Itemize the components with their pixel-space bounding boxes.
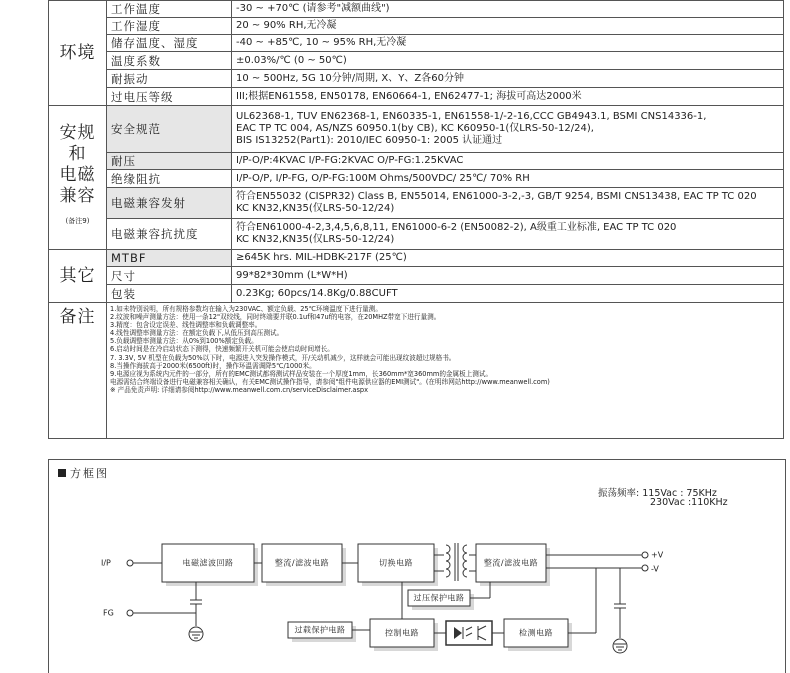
safety-cat-line-3: 电磁 <box>59 165 96 185</box>
env-value-1: -30 ~ +70℃ (请参考"减额曲线") <box>232 1 784 18</box>
others-label-3: 包装 <box>107 285 232 303</box>
ground-icon-1 <box>189 627 203 641</box>
safety-cat-line-2: 和 <box>68 144 87 164</box>
others-label-2: 尺寸 <box>107 267 232 285</box>
fg-terminal <box>127 610 133 616</box>
safety-value-5-line-2: KC KN32,KN35(仅LRS-50-12/24) <box>236 234 395 245</box>
freq-115: 115Vac : 75KHz <box>642 488 717 499</box>
note-2: 2.纹波和噪声测量方法：使用一条12"双绞线，同时终端要并联0.1uf和47uf的电容，在20MHZ带宽下进行量测。 <box>110 313 441 322</box>
others-label-1: MTBF <box>107 250 232 267</box>
env-label-4: 温度系数 <box>107 52 232 70</box>
safety-value-1-line-1: UL62368-1, TUV EN62368-1, EN60335-1, EN61558-1/-2-16,CCC GB4943.1, BSMI CNS14336-1, <box>236 111 707 122</box>
safety-label-5: 电磁兼容抗扰度 <box>107 219 232 250</box>
env-value-5: 10 ~ 500Hz, 5G 10分钟/周期, X、Y、Z各60分钟 <box>232 70 784 88</box>
rectifier-label-2: 整流/滤波电路 <box>483 558 539 568</box>
detect-label: 检测电路 <box>519 628 553 638</box>
env-label-6: 过电压等级 <box>107 88 232 106</box>
env-label-2: 工作湿度 <box>107 18 232 35</box>
note-3: 3.精度：包含设定误差、线性调整率和负载调整率。 <box>110 321 262 330</box>
others-value-2: 99*82*30mm (L*W*H) <box>232 267 784 285</box>
safety-label-4: 电磁兼容发射 <box>107 188 232 219</box>
freq-label-line: 振荡频率: 115Vac : 75KHz <box>598 488 717 499</box>
others-value-1: ≥645K hrs. MIL-HDBK-217F (25℃) <box>232 250 784 267</box>
note-1: 1.如未特别说明，所有规格参数均在输入为230VAC、额定负载、25℃环境温度下进行量测。 <box>110 305 382 313</box>
env-value-3: -40 ~ +85℃, 10 ~ 95% RH,无冷凝 <box>232 35 784 52</box>
safety-value-5-line-1: 符合EN61000-4-2,3,4,5,6,8,11, EN61000-6-2 (EN50082-2), A级重工业标准, EAC TP TC 020 <box>236 222 677 233</box>
freq-230: 230Vac :110KHz <box>650 497 728 508</box>
env-value-2: 20 ~ 90% RH,无冷凝 <box>232 18 784 35</box>
category-others: 其它 <box>49 250 107 303</box>
note-6: 6.启动时间是在冷启动状态下测得，快速频繁开关机可能会使启动时间增长。 <box>110 345 334 354</box>
env-label-5: 耐振动 <box>107 70 232 88</box>
safety-value-1-line-2: EAC TP TC 004, AS/NZS 60950.1(by CB), KC K60950-1(仅LRS-50-12/24), <box>236 123 594 134</box>
vplus-terminal <box>642 552 648 558</box>
ground-icon-2 <box>613 639 627 653</box>
safety-note-ref: (备注9) <box>65 217 90 225</box>
vplus-label: +V <box>651 550 664 560</box>
env-label-1: 工作温度 <box>107 1 232 18</box>
transformer-icon <box>434 543 476 581</box>
ovp-label: 过压保护电路 <box>413 593 465 603</box>
category-notes: 备注 <box>49 303 107 439</box>
switch-label: 切换电路 <box>379 558 413 568</box>
vminus-terminal <box>642 565 648 571</box>
fg-label: FG <box>103 608 114 618</box>
safety-value-4-line-1: 符合EN55032 (CISPR32) Class B, EN55014, EN61000-3-2,-3, GB/T 9254, BSMI CNS13438, EAC TP TC 020 <box>236 191 757 202</box>
safety-value-1-line-3: BIS IS13252(Part1): 2010/IEC 60950-1: 2005 认证通过 <box>236 135 503 146</box>
safety-label-2: 耐压 <box>107 153 232 170</box>
safety-value-4-line-2: KC KN32,KN35(仅LRS-50-12/24) <box>236 203 395 214</box>
rectifier-label-1: 整流/滤波电路 <box>274 558 330 568</box>
optocoupler-icon <box>446 621 492 645</box>
category-environment: 环境 <box>49 1 107 106</box>
note-9b: 电源需结合终端设备进行电磁兼容相关确认，有关EMC测试操作指导，请参阅"组件电源供应器的EMI测试"。(在明纬网站http://www.meanwell.com) <box>110 377 550 386</box>
safety-value-2: I/P-O/P:4KVAC I/P-FG:2KVAC O/P-FG:1.25KVAC <box>232 153 784 170</box>
note-5: 5.负载调整率测量方法：从0%到100%额定负载。 <box>110 337 258 346</box>
ip-terminal <box>127 560 133 566</box>
safety-cat-line-4: 兼容 <box>59 186 96 206</box>
vminus-label: -V <box>651 564 659 574</box>
safety-value-3: I/P-O/P, I/P-FG, O/P-FG:100M Ohms/500VDC/ 25℃/ 70% RH <box>232 170 784 188</box>
note-8: 8.当操作海拔高于2000米(6500ft)时，操作环温需调降5℃/1000米。 <box>110 361 316 370</box>
block-diagram-title: 方框图 <box>58 465 109 481</box>
env-label-3: 储存温度、湿度 <box>107 35 232 52</box>
note-7: 7. 3.3V, 5V 机型在负载为50%以下时，电源进入突发操作模式，开/关动机减少，这样就会可能出现纹波超过规格书。 <box>110 353 456 362</box>
others-value-3: 0.23Kg; 60pcs/14.8Kg/0.88CUFT <box>232 285 784 303</box>
safety-label-1: 安全规范 <box>107 106 232 153</box>
env-value-4: ±0.03%/℃ (0 ~ 50℃) <box>232 52 784 70</box>
note-9: 9.电源应视为系统内元件的一部分，所有的EMC测试都将测试样品安装在一个厚度1mm，长360mm*宽360mm的金属板上测试。 <box>110 369 493 378</box>
note-4: 4.线性调整率测量方法：在额定负载下,从低压到高压测试。 <box>110 329 284 338</box>
ip-label: I/P <box>101 558 111 568</box>
env-value-6: III;根据EN61558, EN50178, EN60664-1, EN62477-1; 海拔可高达2000米 <box>232 88 784 106</box>
safety-cat-line-1: 安规 <box>59 123 96 143</box>
disclaimer: ※ 产品免责声明: 详细请参阅http://www.meanwell.com.cn/serviceDisclaimer.aspx <box>110 385 368 394</box>
control-label: 控制电路 <box>385 628 419 638</box>
safety-label-3: 绝缘阻抗 <box>107 170 232 188</box>
emi-filter-label: 电磁滤波回路 <box>182 558 234 568</box>
olp-label: 过载保护电路 <box>294 625 346 635</box>
